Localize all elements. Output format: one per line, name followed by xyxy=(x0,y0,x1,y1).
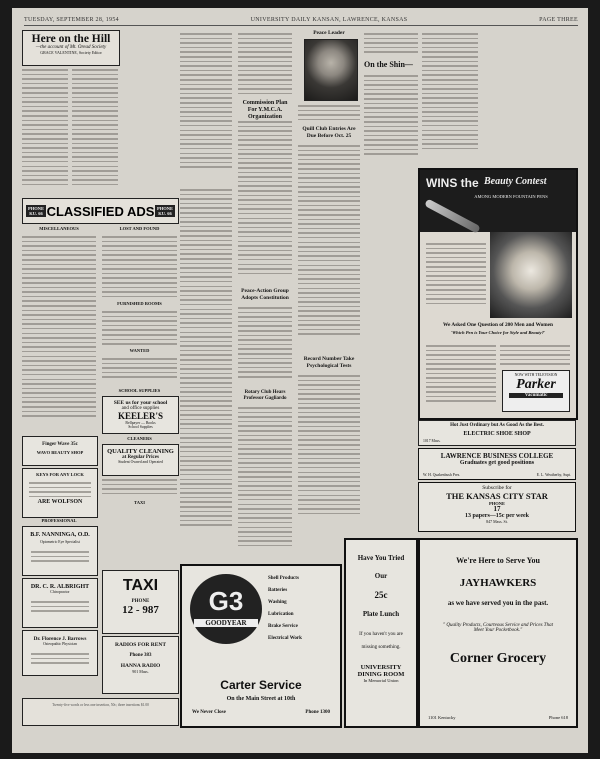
goodyear-logo xyxy=(190,574,262,644)
rotary-text xyxy=(238,404,292,562)
wave-title: Finger Wave 35c xyxy=(42,442,78,447)
kc-title: Subscribe for xyxy=(482,485,512,491)
page-header xyxy=(24,15,578,26)
keeler-title2: and office supplies xyxy=(121,406,160,411)
classified-head-rooms: FURNISHED ROOMS xyxy=(117,301,162,306)
quality-name: Student Owned and Operated xyxy=(118,460,163,464)
parker-logo xyxy=(502,370,570,412)
dining-l8: DINING ROOM xyxy=(357,671,405,678)
classified-wanted-text xyxy=(102,355,177,383)
keeler-tag2: School Supplies xyxy=(128,425,153,429)
electric-title: ELECTRIC SHOE SHOP xyxy=(463,431,531,437)
albright-title: DR. C. R. ALBRIGHT xyxy=(30,584,90,590)
albright-text xyxy=(31,598,89,614)
phone-right: PHONE KU. 66 xyxy=(156,206,173,216)
parker-sub: 'Which Pen is Your Choice for Style and Beauty?' xyxy=(450,330,546,335)
classified-head-supplies: SCHOOL SUPPLIES xyxy=(118,388,161,393)
col2-text-a xyxy=(180,30,232,180)
society-text-2 xyxy=(72,66,118,194)
society-sub: —the account of Mt. Oread Society xyxy=(35,45,107,50)
quill-text xyxy=(298,142,360,352)
keeler-name: KEELER'S xyxy=(117,411,164,421)
carter-item-5: Brake Service xyxy=(268,624,298,629)
dining-l4: Plate Lunch xyxy=(362,610,400,618)
col2-text-b xyxy=(180,186,232,556)
classified-head-misc: MISCELLANEOUS xyxy=(39,226,79,231)
parker-tag: Vacumatic xyxy=(509,393,563,398)
carter-closed: We Never Close xyxy=(192,710,226,715)
taxi-phone: 12 - 987 xyxy=(122,604,159,616)
dining-l9: In Memorial Union xyxy=(363,678,399,683)
kc-star-ad xyxy=(418,482,576,532)
peace-leader-caption: Peace Leader xyxy=(313,30,345,36)
classified-head-lost: LOST AND FOUND xyxy=(119,226,160,231)
carter-items xyxy=(268,576,334,641)
classified-title: CLASSIFIED ADS xyxy=(46,203,155,219)
classified-misc-text xyxy=(22,233,96,429)
col6-text-top xyxy=(422,30,478,166)
electric-shoe-ad xyxy=(418,420,576,446)
peace-leader-cutline xyxy=(298,102,360,122)
taxi-phone-label: PHONE xyxy=(131,599,150,604)
business-college-ad xyxy=(418,448,576,480)
barrows-title: Dr. Florence J. Barrows xyxy=(33,636,87,642)
business-title: LAWRENCE BUSINESS COLLEGE xyxy=(440,452,554,460)
hot-text: Hot Just Ordinary but As Good As the Best. xyxy=(450,423,544,428)
classified-footer xyxy=(22,698,179,726)
corner-l2: JAYHAWKERS xyxy=(459,577,537,589)
peace-text xyxy=(238,304,292,386)
business-sub: Graduates get good positions xyxy=(459,460,535,466)
parker-headline: We Asked One Question of 200 Men and Women xyxy=(443,322,553,328)
business-addr2: E. L. Weatherby, Supt. xyxy=(536,473,571,477)
goodyear-name: GOODYEAR xyxy=(194,619,258,627)
wave-sub: WAVO BEAUTY SHOP xyxy=(36,450,84,455)
parker-tag2: NOW WITH TELEVISION xyxy=(514,373,558,377)
classified-head-professional: PROFESSIONAL xyxy=(41,518,77,523)
society-header xyxy=(22,30,120,66)
quality-sub: at Regular Prices xyxy=(122,455,159,460)
keeler-tag: Bellpayer — Books xyxy=(125,421,156,425)
wins-banner xyxy=(420,170,576,232)
quill-title: Quill Club Entries Are Due Before Oct. 25 xyxy=(302,126,356,139)
carter-item-4: Lubrication xyxy=(268,612,294,617)
quality-title: QUALITY CLEANING xyxy=(107,448,174,455)
society-editor: GRACE VALENTINE, Society Editor xyxy=(40,50,102,55)
corner-l7: Phone 618 xyxy=(548,715,568,720)
goodyear-g3: G3 xyxy=(208,586,244,616)
wave-ad xyxy=(22,436,98,466)
woman-photo xyxy=(490,232,572,318)
classified-head-taxi: TAXI xyxy=(134,500,145,505)
classified-head-cleaners: CLEANERS xyxy=(127,436,152,441)
keeler-ad xyxy=(102,396,179,434)
cleaners-text xyxy=(102,476,177,498)
col5-text-top xyxy=(364,30,418,58)
kc-price: 13 papers—15c per week xyxy=(464,513,530,519)
keys-title: KEYS FOR ANY LOCK xyxy=(36,472,84,477)
pen-graphic xyxy=(424,198,481,233)
record-title: Record Number Take Psychological Tests xyxy=(303,356,355,369)
classified-rooms-text xyxy=(102,308,177,346)
keys-text xyxy=(29,479,91,497)
shin-text xyxy=(364,72,418,162)
kc-phone-label: PHONE xyxy=(488,501,505,506)
carter-ad xyxy=(180,564,342,728)
society-text-1 xyxy=(22,66,68,194)
classified-footer-text: Twenty-five words or less one insertion, 50c; three insertions $1.00 xyxy=(52,703,149,707)
record-text xyxy=(298,372,360,528)
dining-l2: Our xyxy=(374,572,388,580)
classified-lost-text xyxy=(102,233,177,299)
parker-brand: Parker xyxy=(516,377,556,392)
parker-ad xyxy=(418,168,578,420)
radios-title: RADIOS FOR RENT xyxy=(114,642,167,648)
taxi-ad xyxy=(102,570,179,634)
corner-grocery-ad xyxy=(418,538,578,728)
taxi-title: TAXI xyxy=(122,577,159,594)
barrows-text xyxy=(31,650,89,664)
corner-l4: " Quality Products, Courteous Service and Prices That Meet Your Pocketbook." xyxy=(443,623,553,633)
rotary-title: Rotary Club Hears Professor Gagliardo xyxy=(243,390,287,401)
barrows-sub: Osteopathic Physician xyxy=(43,642,77,646)
corner-l3: as we have served you in the past. xyxy=(447,599,549,607)
nanninga-sub: Optometric Eye Specialist xyxy=(40,540,80,544)
barrows-ad xyxy=(22,630,98,676)
dining-l7: UNIVERSITY xyxy=(360,664,402,671)
keys-name: ARE WOLFSON xyxy=(37,499,83,505)
kc-name: THE KANSAS CITY STAR xyxy=(446,491,548,501)
ymca-title: Commission Plan For Y.M.C.A. Organization xyxy=(242,100,288,120)
wins-line2: Beauty Contest xyxy=(484,176,547,187)
nanninga-ad xyxy=(22,526,98,576)
parker-copy-right xyxy=(500,342,570,368)
dining-l1: Have You Tried xyxy=(357,554,405,562)
carter-title: Carter Service xyxy=(220,678,302,692)
society-title: Here on the Hill xyxy=(31,33,111,45)
header-date: TUESDAY, SEPTEMBER 28, 1954 xyxy=(24,17,119,23)
peace-leader-photo xyxy=(304,39,358,101)
ymca-text xyxy=(238,118,292,286)
carter-phone: Phone 1300 xyxy=(305,710,330,715)
header-page: PAGE THREE xyxy=(539,17,578,23)
newspaper-page xyxy=(12,8,588,753)
corner-l6: 1101 Kentucky xyxy=(428,715,456,720)
carter-item-3: Washing xyxy=(268,600,287,605)
radios-ad xyxy=(102,636,179,694)
dining-l5: If you haven't you are xyxy=(359,632,403,637)
business-addr: W. H. Quakenbush Pres. xyxy=(423,473,461,477)
wins-line1: WINS the xyxy=(426,176,479,190)
albright-sub: Chiropractor xyxy=(50,590,70,594)
carter-item-1: Shell Products xyxy=(268,576,299,581)
radios-name: HANNA RADIO xyxy=(120,663,161,669)
phone-left: PHONE KU. 66 xyxy=(28,206,45,216)
corner-l1: We're Here to Serve You xyxy=(456,556,540,565)
carter-item-2: Batteries xyxy=(268,588,288,593)
parker-pen-copy xyxy=(426,240,486,310)
nanninga-text xyxy=(31,548,89,564)
dining-l3: 25c xyxy=(374,590,388,600)
kc-phone: 17 xyxy=(493,505,501,513)
keeler-title: SEE us for your school xyxy=(113,400,168,406)
wins-line3: AMONG MODERN FOUNTAIN PENS xyxy=(474,194,548,199)
quality-cleaning-ad xyxy=(102,444,179,476)
peace-title: Peace-Action Group Adopts Constitution xyxy=(241,288,289,301)
electric-addr: 1017 Mass. xyxy=(423,439,441,443)
classified-head-wanted: WANTED xyxy=(129,348,150,353)
carter-sub: On the Main Street at 10th xyxy=(226,696,296,702)
dining-ad xyxy=(344,538,418,728)
corner-l5: Corner Grocery xyxy=(449,651,547,666)
carter-item-6: Electrical Work xyxy=(268,636,302,641)
shin-title: On the Shin— xyxy=(364,60,413,69)
radios-addr: 901 Mass. xyxy=(132,669,149,674)
kc-addr: 847 Mass. St. xyxy=(486,519,508,524)
header-paper: UNIVERSITY DAILY KANSAN, LAWRENCE, KANSAS xyxy=(250,17,408,23)
parker-copy-left xyxy=(426,342,496,408)
nanninga-title: B.F. NANNINGA, O.D. xyxy=(30,532,90,538)
col3-text-a xyxy=(238,30,292,98)
keys-ad xyxy=(22,468,98,518)
albright-ad xyxy=(22,578,98,628)
radios-phone: Phone 383 xyxy=(129,653,152,658)
dining-l6: missing something. xyxy=(361,645,401,650)
classified-bar xyxy=(22,198,179,224)
